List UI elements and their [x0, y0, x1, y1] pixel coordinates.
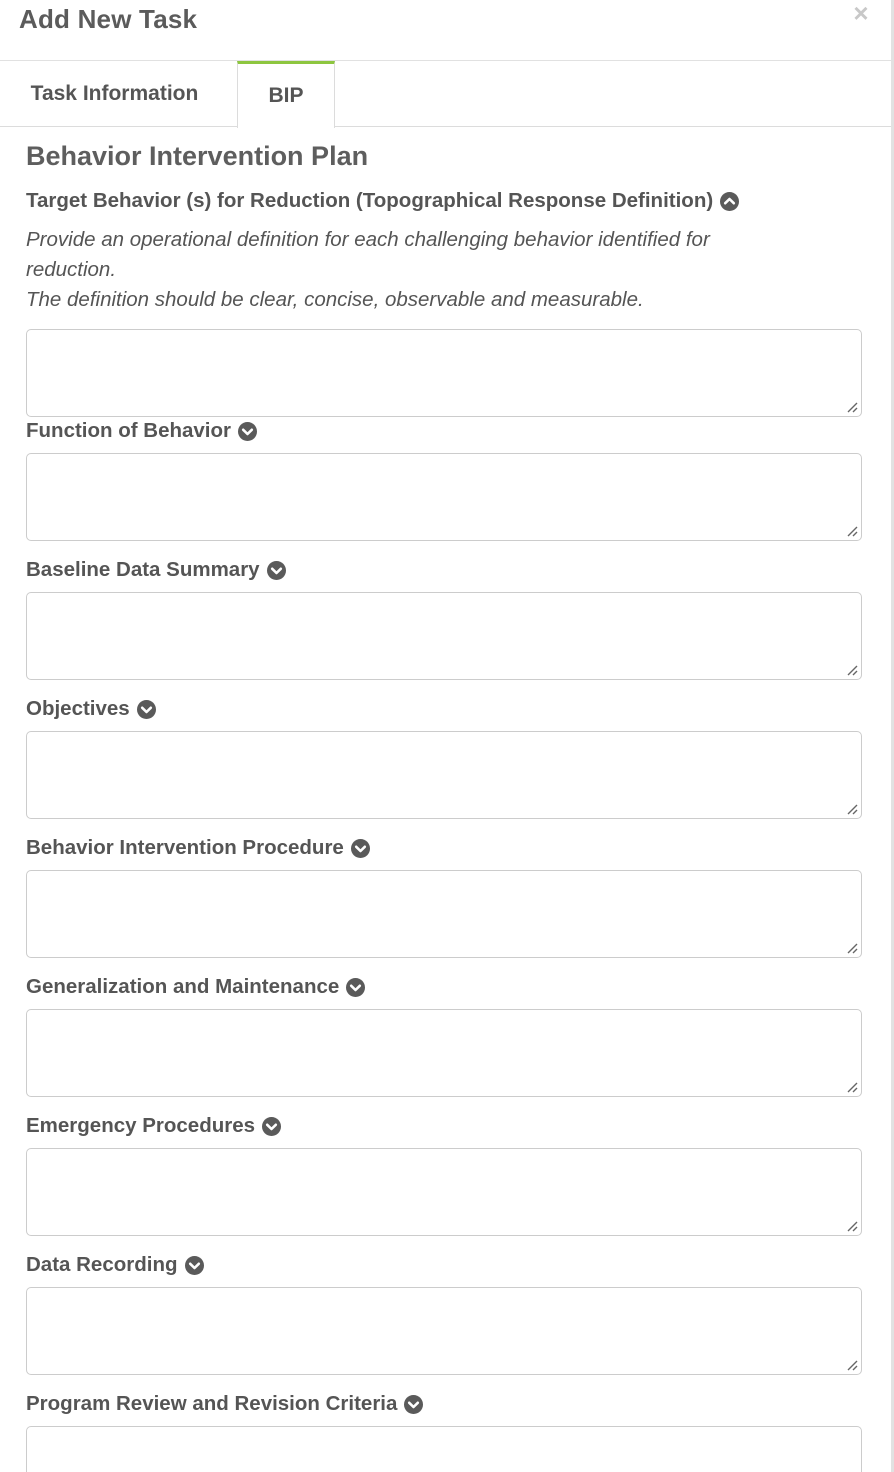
section-label: Data Recording	[26, 1253, 178, 1276]
chevron-down-circle-icon[interactable]	[346, 978, 365, 997]
chevron-down-circle-icon[interactable]	[137, 700, 156, 719]
chevron-down-circle-icon[interactable]	[404, 1395, 423, 1414]
baseline-data-summary-textarea[interactable]	[26, 592, 862, 680]
section-label: Generalization and Maintenance	[26, 975, 340, 998]
help-line: The definition should be clear, concise, observable and measurable.	[26, 288, 644, 311]
baseline-data-summary-label[interactable]	[26, 558, 286, 582]
close-button[interactable]: ×	[853, 0, 869, 28]
tab-bar	[0, 61, 891, 127]
modal-title: Add New Task	[19, 4, 198, 34]
generalization-maintenance-label[interactable]	[26, 975, 365, 999]
section-label: Behavior Intervention Procedure	[26, 836, 344, 859]
modal-header	[0, 0, 891, 61]
plan-title: Behavior Intervention Plan	[26, 141, 369, 171]
program-review-textarea[interactable]	[26, 1426, 862, 1472]
section-label: Target Behavior (s) for Reduction (Topographical Response Definition)	[26, 189, 714, 212]
target-behavior-textarea[interactable]	[26, 329, 862, 417]
emergency-procedures-label[interactable]	[26, 1114, 281, 1138]
generalization-maintenance-textarea[interactable]	[26, 1009, 862, 1097]
help-line: Provide an operational definition for each challenging behavior identified for	[26, 228, 710, 251]
chevron-down-circle-icon[interactable]	[267, 561, 286, 580]
tab-bip[interactable]: BIP	[237, 61, 335, 128]
program-review-label[interactable]	[26, 1392, 423, 1416]
function-of-behavior-textarea[interactable]	[26, 453, 862, 541]
data-recording-label[interactable]	[26, 1253, 204, 1277]
section-label: Baseline Data Summary	[26, 558, 260, 581]
chevron-down-circle-icon[interactable]	[238, 422, 257, 441]
chevron-down-circle-icon[interactable]	[185, 1256, 204, 1275]
emergency-procedures-textarea[interactable]	[26, 1148, 862, 1236]
section-label: Emergency Procedures	[26, 1114, 256, 1137]
objectives-label[interactable]	[26, 697, 156, 721]
help-line: reduction.	[26, 258, 117, 281]
chevron-down-circle-icon[interactable]	[351, 839, 370, 858]
chevron-down-circle-icon[interactable]	[262, 1117, 281, 1136]
function-of-behavior-label[interactable]	[26, 419, 257, 443]
section-label: Program Review and Revision Criteria	[26, 1392, 398, 1415]
section-label: Function of Behavior	[26, 419, 231, 442]
behavior-intervention-procedure-label[interactable]	[26, 836, 370, 860]
tab-task-information[interactable]: Task Information	[30, 82, 199, 105]
section-label: Objectives	[26, 697, 130, 720]
objectives-textarea[interactable]	[26, 731, 862, 819]
target-behavior-label[interactable]	[26, 189, 739, 213]
data-recording-textarea[interactable]	[26, 1287, 862, 1375]
behavior-intervention-procedure-textarea[interactable]	[26, 870, 862, 958]
chevron-up-circle-icon[interactable]	[720, 192, 739, 211]
target-behavior-help	[26, 225, 826, 315]
